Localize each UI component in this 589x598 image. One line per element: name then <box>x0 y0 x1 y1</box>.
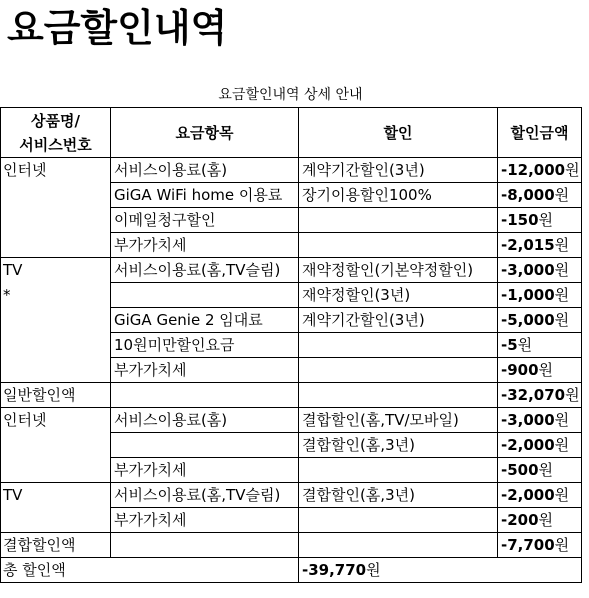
amount-cell <box>498 458 582 483</box>
amount-cell <box>498 258 582 283</box>
item-cell: 부가가치세 <box>111 508 299 533</box>
amount-unit: 원 <box>538 511 554 529</box>
table-row <box>1 408 582 433</box>
amount-unit: 원 <box>554 311 570 329</box>
discount-cell <box>299 383 498 408</box>
item-cell: 부가가치세 <box>111 358 299 383</box>
discount-cell <box>299 233 498 258</box>
product-name: 인터넷 <box>3 411 47 429</box>
item-cell <box>111 533 299 558</box>
amount-value: -200 <box>501 511 539 529</box>
amount-cell <box>498 308 582 333</box>
amount-unit: 원 <box>554 536 570 554</box>
header-product-line2: 서비스번호 <box>19 135 92 154</box>
product-mark: * <box>3 286 11 304</box>
item-cell: 부가가치세 <box>111 233 299 258</box>
discount-cell <box>299 333 498 358</box>
item-cell <box>111 383 299 408</box>
product-name: TV <box>3 486 23 504</box>
header-row <box>1 108 582 158</box>
subtotal-row <box>1 383 582 408</box>
product-name: TV <box>3 261 23 279</box>
item-cell: 서비스이용료(홈) <box>111 408 299 433</box>
item-cell: 부가가치세 <box>111 458 299 483</box>
total-amount-unit: 원 <box>366 561 381 579</box>
item-cell: 서비스이용료(홈,TV슬림) <box>111 483 299 508</box>
product-cell <box>1 483 111 533</box>
item-cell <box>111 283 299 308</box>
amount-value: -3,000 <box>501 261 555 279</box>
amount-value: -8,000 <box>501 186 555 204</box>
total-label: 총 할인액 <box>1 558 299 583</box>
header-product <box>1 108 111 158</box>
amount-value: -500 <box>501 461 539 479</box>
amount-value: -2,000 <box>501 436 555 454</box>
amount-value: -5 <box>501 336 518 354</box>
table-row <box>1 483 582 508</box>
table-caption: 요금할인내역 상세 안내 <box>218 87 363 103</box>
amount-unit: 원 <box>538 461 554 479</box>
product-cell <box>1 158 111 258</box>
subtotal-label: 일반할인액 <box>1 383 111 408</box>
header-product-line1: 상품명/ <box>31 111 80 130</box>
discount-cell <box>299 458 498 483</box>
header-discount: 할인 <box>299 108 498 158</box>
discount-cell: 결합할인(홈,3년) <box>299 483 498 508</box>
amount-cell <box>498 358 582 383</box>
item-cell: GiGA Genie 2 임대료 <box>111 308 299 333</box>
total-amount-cell <box>299 558 582 583</box>
subtotal-row <box>1 533 582 558</box>
table-row <box>1 158 582 183</box>
header-item: 요금항목 <box>111 108 299 158</box>
amount-cell <box>498 483 582 508</box>
item-cell: 이메일청구할인 <box>111 208 299 233</box>
amount-value: -2,000 <box>501 486 555 504</box>
amount-cell <box>498 233 582 258</box>
amount-value: -7,700 <box>501 536 555 554</box>
item-cell: GiGA WiFi home 이용료 <box>111 183 299 208</box>
amount-unit: 원 <box>517 336 533 354</box>
discount-cell <box>299 358 498 383</box>
amount-cell <box>498 283 582 308</box>
amount-unit: 원 <box>538 211 554 229</box>
amount-value: -5,000 <box>501 311 555 329</box>
amount-cell <box>498 408 582 433</box>
discount-cell: 계약기간할인(3년) <box>299 158 498 183</box>
item-cell: 10원미만할인요금 <box>111 333 299 358</box>
discount-cell: 재약정할인(기본약정할인) <box>299 258 498 283</box>
amount-unit: 원 <box>554 186 570 204</box>
page-title: 요금할인내역 <box>7 6 228 50</box>
discount-cell: 결합할인(홈,TV/모바일) <box>299 408 498 433</box>
amount-cell <box>498 208 582 233</box>
amount-value: -32,070 <box>501 386 566 404</box>
amount-cell <box>498 508 582 533</box>
product-cell <box>1 258 111 383</box>
total-amount-value: -39,770 <box>302 561 367 579</box>
item-cell: 서비스이용료(홈,TV슬림) <box>111 258 299 283</box>
discount-cell <box>299 208 498 233</box>
amount-cell <box>498 533 582 558</box>
amount-value: -1,000 <box>501 286 555 304</box>
amount-unit: 원 <box>554 486 570 504</box>
amount-unit: 원 <box>554 411 570 429</box>
amount-unit: 원 <box>538 361 554 379</box>
table-row <box>1 258 582 283</box>
amount-cell <box>498 158 582 183</box>
discount-cell: 결합할인(홈,3년) <box>299 433 498 458</box>
amount-value: -150 <box>501 211 539 229</box>
amount-unit: 원 <box>554 236 570 254</box>
discount-cell <box>299 508 498 533</box>
product-name: 인터넷 <box>3 161 47 179</box>
amount-unit: 원 <box>565 386 580 404</box>
amount-value: -3,000 <box>501 411 555 429</box>
discount-cell: 계약기간할인(3년) <box>299 308 498 333</box>
amount-value: -900 <box>501 361 539 379</box>
amount-unit: 원 <box>554 261 570 279</box>
amount-value: -12,000 <box>501 161 566 179</box>
amount-value: -2,015 <box>501 236 555 254</box>
product-cell <box>1 408 111 483</box>
amount-cell <box>498 183 582 208</box>
item-cell: 서비스이용료(홈) <box>111 158 299 183</box>
item-cell <box>111 433 299 458</box>
amount-unit: 원 <box>554 286 570 304</box>
header-amount: 할인금액 <box>498 108 582 158</box>
amount-cell <box>498 383 582 408</box>
discount-cell: 재약정할인(3년) <box>299 283 498 308</box>
amount-cell <box>498 333 582 358</box>
amount-unit: 원 <box>554 436 570 454</box>
discount-cell: 장기이용할인100% <box>299 183 498 208</box>
amount-cell <box>498 433 582 458</box>
total-row <box>1 558 582 583</box>
discount-table <box>0 107 582 583</box>
subtotal-label: 결합할인액 <box>1 533 111 558</box>
amount-unit: 원 <box>565 161 580 179</box>
discount-cell <box>299 533 498 558</box>
